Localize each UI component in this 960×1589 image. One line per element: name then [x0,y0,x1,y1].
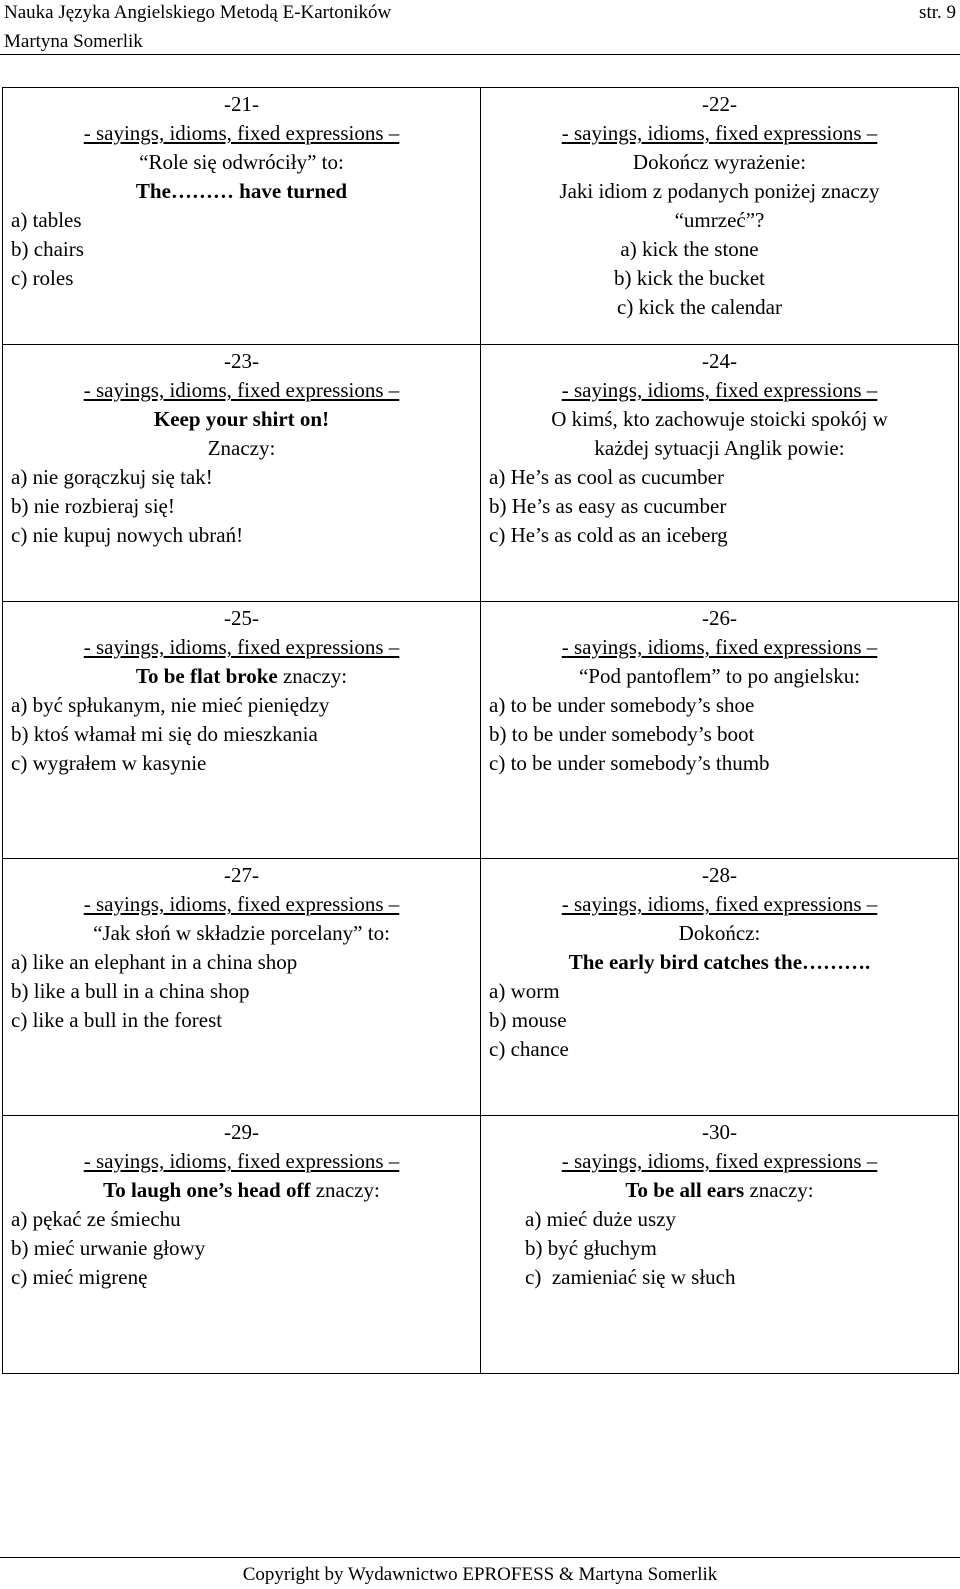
card-29 [3,1116,481,1373]
card-27 [3,859,481,1115]
card-question: Dokończ wyrażenie: [632,150,807,174]
card-category: - sayings, idioms, fixed expressions – [83,635,400,659]
card-question [489,1176,950,1205]
card-question-suffix: znaczy: [310,1178,380,1202]
card-question [11,662,472,691]
card-question-phrase: To be flat broke [135,664,278,688]
card-number: -25- [224,606,259,630]
card-row [3,1116,959,1374]
card-question-phrase: To be all ears [625,1178,745,1202]
card-question-line2: każdej sytuacji Anglik powie: [594,436,845,460]
answer-option-b: b) He’s as easy as cucumber [489,494,727,518]
header-divider [0,54,960,55]
card-21 [3,88,481,344]
card-23 [3,345,481,601]
answer-option-c: c) chance [489,1037,569,1061]
card-category: - sayings, idioms, fixed expressions – [83,378,400,402]
card-category: - sayings, idioms, fixed expressions – [83,1149,400,1173]
card-number: -22- [702,92,737,116]
card-28 [481,859,959,1115]
card-question-suffix: znaczy: [744,1178,814,1202]
card-24 [481,345,959,601]
answer-option-c: c) roles [11,266,74,290]
card-row [3,88,959,345]
answer-option-a: a) być spłukanym, nie mieć pieniędzy [11,693,330,717]
answer-option-b: b) być głuchym [525,1236,657,1260]
answer-option-c: c) kick the calendar [617,295,782,319]
card-number: -26- [702,606,737,630]
card-question-phrase: To laugh one’s head off [103,1178,311,1202]
answer-option-a: a) pękać ze śmiechu [11,1207,181,1231]
card-question-phrase: The……… have turned [135,179,348,203]
answer-option-b: b) ktoś włamał mi się do mieszkania [11,722,318,746]
answer-option-a: a) mieć duże uszy [525,1207,677,1231]
author-name: Martyna Somerlik [4,31,143,52]
answer-option-c: c) mieć migrenę [11,1265,148,1289]
answer-option-b: b) chairs [11,237,84,261]
answer-option-a: a) to be under somebody’s shoe [489,693,755,717]
answer-option-c: c) like a bull in the forest [11,1008,223,1032]
card-number: -30- [702,1120,737,1144]
card-number: -27- [224,863,259,887]
card-question: “Jak słoń w składzie porcelany” to: [93,921,390,945]
answer-option-c: c) nie kupuj nowych ubrań! [11,523,244,547]
answer-option-a: a) He’s as cool as cucumber [489,465,724,489]
footer-divider [0,1557,960,1558]
answer-option-b: b) mieć urwanie głowy [11,1236,206,1260]
card-22 [481,88,959,344]
answer-option-c: c) to be under somebody’s thumb [489,751,770,775]
card-row [3,859,959,1116]
answer-option-a: a) kick the stone [620,237,759,261]
document-title: Nauka Języka Angielskiego Metodą E-Kartoników [4,2,392,23]
page-number: str. 9 [919,2,956,23]
card-question-phrase: The early bird catches the………. [568,950,871,974]
card-category: - sayings, idioms, fixed expressions – [83,892,400,916]
answer-option-b: b) to be under somebody’s boot [489,722,755,746]
answer-option-a: a) nie gorączkuj się tak! [11,465,213,489]
card-number: -28- [702,863,737,887]
card-number: -21- [224,92,259,116]
answer-option-a: a) like an elephant in a china shop [11,950,298,974]
card-question-line2: Jaki idiom z podanych poniżej znaczy [559,179,880,203]
answer-option-a: a) tables [11,208,82,232]
answer-option-c: c) wygrałem w kasynie [11,751,207,775]
card-26 [481,602,959,858]
card-category: - sayings, idioms, fixed expressions – [561,121,878,145]
card-question [11,1176,472,1205]
card-question: “Pod pantoflem” to po angielsku: [578,664,861,688]
card-question: “Role się odwróciły” to: [139,150,344,174]
answer-option-b: b) nie rozbieraj się! [11,494,175,518]
card-category: - sayings, idioms, fixed expressions – [561,1149,878,1173]
flashcard-grid [2,87,959,1374]
card-question-suffix: znaczy: [277,664,348,688]
card-question: Znaczy: [207,436,276,460]
card-question-line3: “umrzeć”? [674,208,765,232]
card-category: - sayings, idioms, fixed expressions – [561,635,878,659]
card-number: -29- [224,1120,259,1144]
card-number: -24- [702,349,737,373]
answer-option-b: b) kick the bucket [613,266,766,290]
card-category: - sayings, idioms, fixed expressions – [561,378,878,402]
copyright-footer: Copyright by Wydawnictwo EPROFESS & Martyna Somerlik [242,1564,718,1585]
card-category: - sayings, idioms, fixed expressions – [83,121,400,145]
card-30 [481,1116,959,1373]
card-row [3,602,959,859]
card-category: - sayings, idioms, fixed expressions – [561,892,878,916]
card-question: O kimś, kto zachowuje stoicki spokój w [551,407,888,431]
answer-option-c: c) zamieniać się w słuch [525,1265,736,1289]
answer-option-b: b) mouse [489,1008,567,1032]
answer-option-b: b) like a bull in a china shop [11,979,250,1003]
card-number: -23- [224,349,259,373]
card-row [3,345,959,602]
card-25 [3,602,481,858]
card-question-phrase: Keep your shirt on! [153,407,330,431]
card-question: Dokończ: [678,921,761,945]
answer-option-c: c) He’s as cold as an iceberg [489,523,728,547]
answer-option-a: a) worm [489,979,560,1003]
